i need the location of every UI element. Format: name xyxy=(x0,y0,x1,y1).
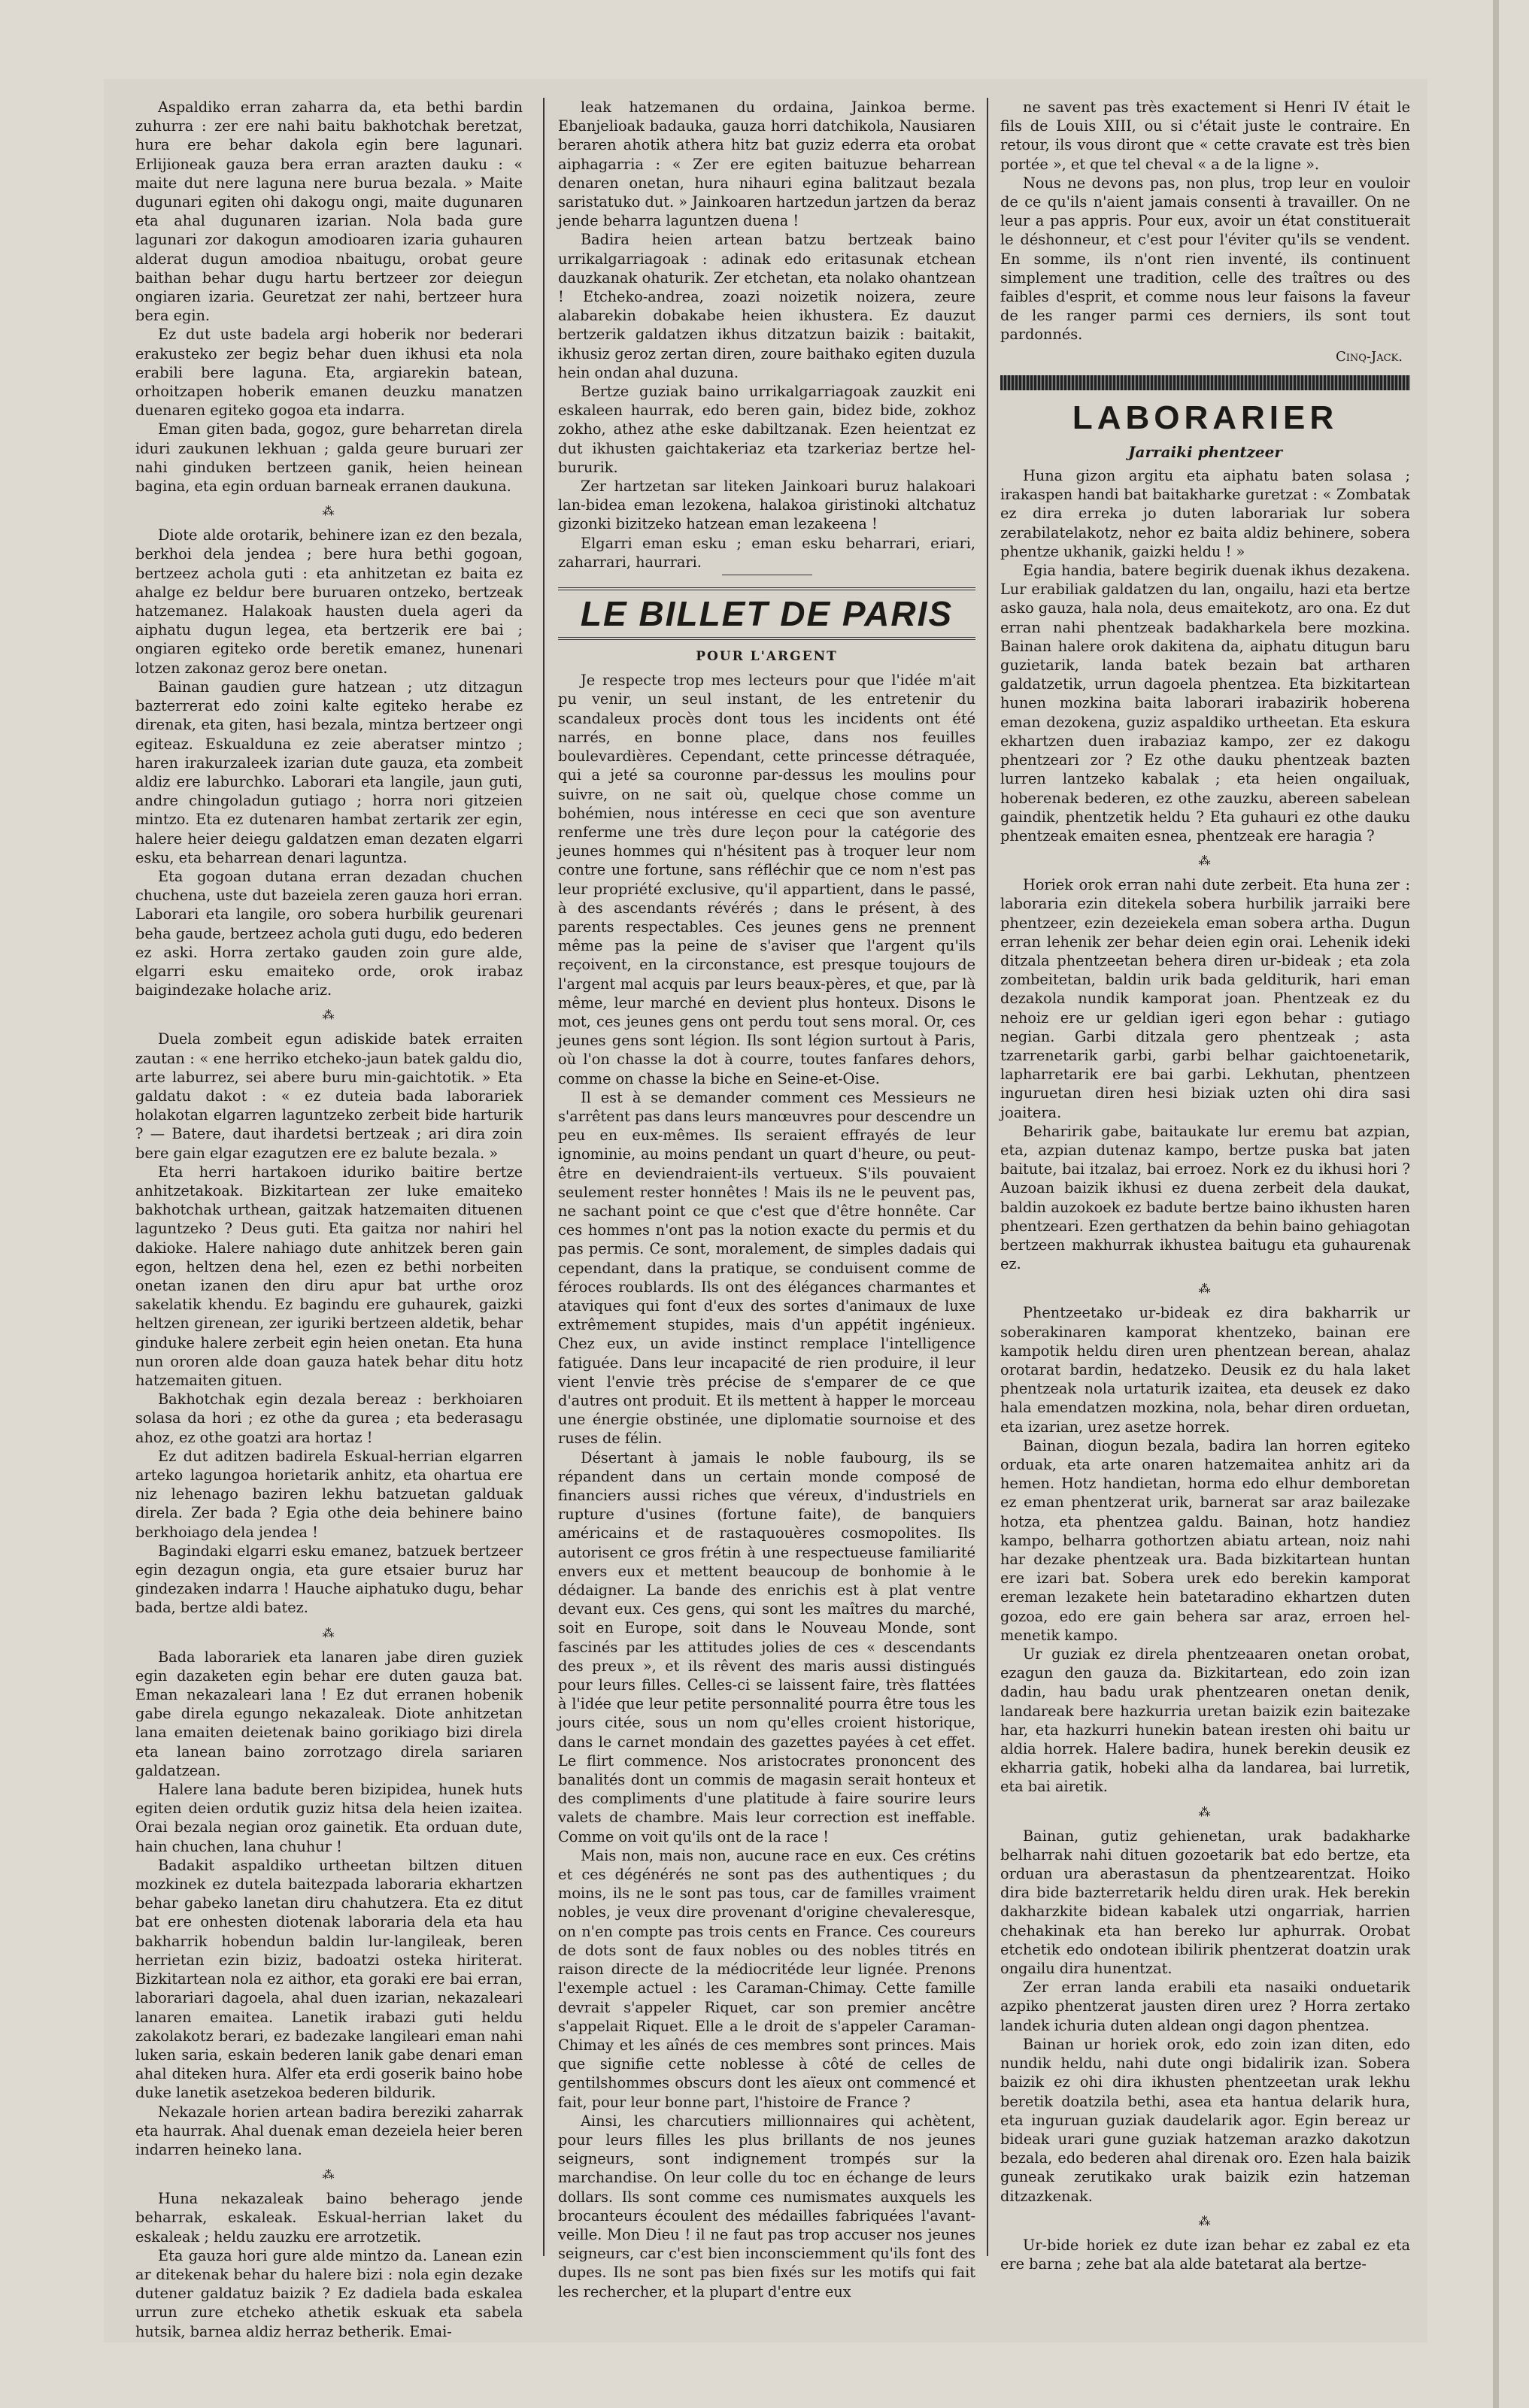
paragraph: Huna nekazaleak baino beherago jende beharrak, eskaleak. Eskual-herrian laket du eskaleak ; heldu zauzku ere arrotzetik. xyxy=(135,2190,523,2246)
laborarier-subtitle: Jarraiki phentzeer xyxy=(1128,442,1282,461)
paragraph: Halere lana badute beren bizipidea, hunek huts egiten deien ordutik guziz hitsa dela heien izaitea. Orai bezala negian oroz gainetik. Eta orduan dute, hain chuchen, lana chuhur ! xyxy=(135,1781,523,1855)
section-separator: ⁂ xyxy=(322,504,336,519)
paragraph: Zer hartzetan sar liteken Jainkoari buruz halakoari lan-bidea eman lezokena, halakoa giristinoki altchatuz gizonki bizitzeko hatzean eman lezakeena ! xyxy=(558,478,975,533)
paragraph: Duela zombeit egun adiskide batek erraiten zautan : « ene herriko etcheko-jaun batek galdu dio, arte laburrez, sei abere buru min-gaichtotik. » Eta galdatu dakot : « ez duteia bada laborariek holakotan elgarren laguntzeko zerbeit bide harturik ? — Batere, daut ihardetsi bertzeak ; ari dira zoin bere gain elgar ezagutzen ere ez balute bezala. » xyxy=(135,1030,523,1162)
section-separator: ⁂ xyxy=(1198,2213,1212,2228)
paragraph: Bakhotchak egin dezala bereaz : berkhoiaren solasa da hori ; ez othe da gurea ; eta bederasagu ahoz, ez othe goatzi ara hortaz ! xyxy=(135,1391,523,1446)
paragraph: Bainan, diogun bezala, badira lan horren egiteko orduak, eta arte onaren hatzemaitea anhitz ari da hemen. Hotz handietan, horma edo elhur demboretan ez eman phentzerat urik, barnerat sar araz bailezake hotza, eta phentzea galdu. Bainan, hotz handiez kampo, belharra gothortzen abiatu artean, noiz nahi har dezake phentzeak ura. Bada bizkitartean huntan ere izari bat. Sobera urek edo berekin kamporat ereman lezakete hein batetaradino ekhartzen duten gozoa, edo ere gain behera sar araz, erroen hel-menetik kampo. xyxy=(1000,1436,1410,1644)
paragraph: Bainan ur horiek orok, edo zoin izan diten, edo nundik heldu, nahi dute ongi bidalirik izan. Sobera baizik ez ohi dira ikhusten phentzeetan urak lekhu beretik doatzila bethi, asea eta hantua delarik hura, eta inguruan guziak daudelarik agor. Egin bereaz ur bideak urari gune guziak hatzeman arazko dakotzun bezala, edo bederen ahal direnak oro. Ezen hala baizik guneak zerutikako urak baizik ezin hatzeman ditzazkenak. xyxy=(1000,2035,1410,2205)
section-separator: ⁂ xyxy=(1198,854,1212,869)
column-rule-2 xyxy=(987,98,988,2256)
paragraph: Bainan, gutiz gehienetan, urak badakharke belharrak nahi dituen gozoetarik bat edo bertze, eta orduan ura aberastasun da phentzearentzat. Hoiko dira bide bazterretarik heldu diren urak. Hek berekin dakharzkite bidean kabalek utzi ongarriak, harrien chehakinak eta han bereko lur aphurrak. Orobat etchetik edo ondotean ibilirik phentzerat doatzin urak ongailu dira hunentzat. xyxy=(1000,1827,1410,1978)
paragraph: Egia handia, batere begirik duenak ikhus dezakena. Lur erabiliak galdatzen du lan, ongailu, hazi eta bertze asko gauza, hala nola, deus emaitekotz, aro ona. Ez dut erran nahi phentzeak badakharkela bere mozkina. Bainan halere orok dakitena da, aiphatu ditugun baru guzietarik, landa batek bezain bat artharen galdatzetik, urrun dagoela phentzea. Eta bizkitartean hunen mozkina baita laborari irabazirik hoberena eman dezokena, guziz aspaldiko urtheetan. Eta eskura ekhartzen duen irabaziaz kampo, zer ez dakogu phentzeari zor ? Ez othe dauku phentzeak bazten lurren lantzeko kabalak ; eta heien ongailuak, hoberenak bederen, ez othe zauzku, abereen sabelean gaindik, phentzetik heldu ? Eta guhauri ez othe dauku phentzeak emaiten esnea, phentzeak ere haragia ? xyxy=(1000,562,1410,845)
paragraph: Horiek orok erran nahi dute zerbeit. Eta huna zer : laboraria ezin ditekela sobera hurbilik jarraiki bere phentzeer, ezin dezeiekela eman sobera artha. Dugun erran lehenik zer behar deien egin orai. Lehenik ideki ditzala phentzeetan behera diren ur-bideak ; eta zola zombeitetan, baldin urik bada gelditurik, hari eman dezakola nundik kamporat joan. Phentzeak ez du nehoiz ere ur geldian igeri egon behar : gutiago negian. Garbi ditzala gero phentzeak ; asta tzarrenetarik garbi, garbi belhar gaichtoenetarik, lapharretarik ere bai garbi. Lekhutan, phentzeen inguruetan diren hesi biziak uzten ohi dira sasi joaitera. xyxy=(1000,876,1410,1121)
page-edge xyxy=(1493,0,1499,2408)
paragraph: Eman giten bada, gogoz, gure beharretan direla iduri zaukunen lekhuan ; galda geure buruari zer nahi ginduken bertzeen ganik, heien heinean bagina, eta egin orduan barneak erranen daukuna. xyxy=(135,420,523,496)
paragraph: Badakit aspaldiko urtheetan biltzen dituen mozkinek ez dutela baitezpada laboraria ekhartzen behar gabeko lanetan diru chahutzera. Eta ez ditut bat ere onhesten diotenak laboraria dela eta hau bakharrik hobendun baldin lur-langileak, beren herrietan ezin biziz, badoatzi osteka hiriterat. Bizkitartean nola ez aithor, eta goraki ere bai erran, laborariari dagoela, ahal duen izarian, nekazaleari lanaren emaitea. Lanetik irabazi guti heldu zakolakotz berari, ez badezake langileari eman nahi luken saria, eskain bederen lanik gabe denari eman ahal diteken hura. Alfer eta erdi goserik baino hobe duke lanetik asetzekoa bederen bildurik. xyxy=(135,1856,523,2102)
section-separator: ⁂ xyxy=(322,1008,336,1023)
paragraph: Bagindaki elgarri esku emanez, batzuek bertzeer egin dezagun ongia, eta gure etsaier buruz har gindezaken indarra ! Hauche aiphatuko dugu, behar bada, bertze aldi batez. xyxy=(135,1542,523,1617)
column-rule-1 xyxy=(543,98,545,2256)
paragraph: Il est à se demander comment ces Messieurs ne s'arrêtent pas dans leurs manœuvres pour descendre un peu en eux-mêmes. Ils seraient effrayés de leur ignominie, au moins pendant un quart d'heure, ou peut-être en deviendraient-ils vertueux. S'ils pouvaient seulement rester honnêtes ! Mais ils ne le peuvent pas, ne sachant point ce que c'est que d'être honnête. Car ces hommes n'ont pas la notion exacte du permis et du pas permis. Ce sont, moralement, de simples dadais qui cependant, dans la pratique, se conduisent comme de féroces roublards. Ils ont des élégances charmantes et ataviques qui font d'eux des sortes d'animaux de luxe extrêmement stupides, mais d'un appétit ingénieux. Chez eux, un avide instinct remplace l'intelligence fatiguée. Dans leur incapacité de rien produire, il leur vient l'envie très précise de s'emparer de ce que d'autres ont produit. Et ils mettent à happer le morceau une énergie obstinée, une diplomatie sournoise et des ruses de félin. xyxy=(558,1088,975,1448)
paragraph: Désertant à jamais le noble faubourg, ils se répandent dans un certain monde composé de financiers aussi riches que véreux, d'industriels en rupture d'usines (fortune faite), de banquiers américains et de rastaquouères cosmopolites. Ils autorisent ce gros frétin à une respectueuse familiarité envers eux et mettent beaucoup de bonhomie à le dédaigner. La bande des enrichis est à plat ventre devant eux. Ces gens, qui sont les maîtres du marché, soit en Europe, soit dans le Nouveau Monde, sont fascinés par les attitudes jolies de ces « descendants des preux », et ils rêvent des maris aussi distingués pour leurs filles. Celles-ci se laissent faire, très flattées à l'idée que leur petite personnalité pourra être tous les jours citée, sous un nom qu'elles croient historique, dans le carnet mondain des gazettes payées à cet effet. Le flirt commence. Nos aristocrates prononcent des banalités dont un commis de magasin serait honteux et des compliments d'une platitude à faire sourire leurs valets de chambre. Mais leur correction est ineffable. Comme on voit qu'ils ont de la race ! xyxy=(558,1448,975,1845)
column-basque-essay xyxy=(135,98,523,2340)
billet-article xyxy=(558,671,975,2300)
section-separator: ⁂ xyxy=(1198,1804,1212,1819)
paragraph: Bainan gaudien gure hatzean ; utz ditzagun bazterrerat edo zoini kalte egiteko herabe ez direnak, eta giten, hasi bezala, mintza bertzeer ongi egiteaz. Eskualduna ez zeie aberatser mintzo ; haren irakurzaleek izarian dute gauza, eta zombeit aldiz ere laburchko. Laborari eta langile, jaun guti, andre chingoladun gutiago ; horra nori gitzeien mintzo. Eta ez dutenaren hambat zertarik zer egin, halere heier deiegu galdatzen eman dezaten elgarri esku, eta beharrean denari laguntza. xyxy=(135,678,523,866)
paragraph: Ez dut aditzen badirela Eskual-herrian elgarren arteko lagungoa horietarik anhitz, eta ohartua ere niz lehenago baziren lekhu batzuetan galduak direla. Zer bada ? Egia othe deia behinere baino berkhoiago dela jendea ! xyxy=(135,1447,523,1541)
paragraph: Mais non, mais non, aucune race en eux. Ces crétins et ces dégénérés ne sont pas des authentiques ; du moins, ils ne le sont pas tous, car de familles vraiment nobles, je veux dire provenant d'origine chevaleresque, on n'en compte pas trois cents en France. Ces coureurs de dots sont de faux nobles ou des nobles titrés en raison directe de la médiocritéde leur lignée. Prenons l'exemple actuel : les Caraman-Chimay. Cette famille devrait s'appeler Riquet, car son premier ancêtre s'appelait Riquet. Elle a le droit de s'appeler Caraman-Chimay et les aînés de ces membres sont princes. Mais que signifie cette noblesse à côté de celles de gentilshommes obscurs dont les aïeux ont commencé et fait, pour leur bonne part, l'histoire de France ? xyxy=(558,1846,975,2111)
paragraph: leak hatzemanen du ordaina, Jainkoa berme. Ebanjelioak badauka, gauza horri datchikola, Nausiaren beraren ahotik athera hitz bat guziz ederra eta orobat aiphagarria : « Zer ere egiten baituzue beharrean denaren onetan, hura nihauri egina balitzaut bezala saristatuko dut. » Jainkoaren hartzedun jartzen da beraz jende beharra laguntzen duena ! xyxy=(558,99,975,230)
laborarier-title: LABORARIER xyxy=(1072,399,1339,436)
paragraph: Ainsi, les charcutiers millionnaires qui achètent, pour leurs filles les plus brillants de nos jeunes seigneurs, sont indignement trompés sur la marchandise. On leur colle du toc en échange de leurs dollars. Ils sont comme ces numismates auxquels les brocanteurs écoulent des médailles fabriquées l'avant-veille. Mon Dieu ! il ne faut pas trop accuser nos jeunes seigneurs, car c'est bien inconsciemment qu'ils font des dupes. Ils ne sont pas bien fixés sur les motifs qui fait les rechercher, et la plupart d'entre eux xyxy=(558,2112,975,2300)
ornamental-rule xyxy=(1000,375,1410,390)
column-right xyxy=(1000,98,1410,2273)
paragraph: Zer erran landa erabili eta nasaiki onduetarik azpiko phentzerat jausten diren urez ? Horra zertako landek ichuria duten aldean ongi dagon phentzea. xyxy=(1000,1979,1410,2034)
paragraph: Elgarri eman esku ; eman esku beharrari, eriari, zaharrari, haurrari. xyxy=(558,534,975,571)
paragraph: ne savent pas très exactement si Henri IV était le fils de Louis XIII, ou si c'était juste le contraire. En retour, ils vous diront que « cette cravate est très bien portée », et que tel cheval « a de la ligne ». xyxy=(1000,99,1410,173)
paragraph: Ez dut uste badela argi hoberik nor bederari erakusteko zer begiz behar duen ikhusi eta nola erabili bere laguna. Eta, argiarekin batean, orhoitzapen hoberik emanen deuzku manatzen duenaren egiteko gogoa eta indarra. xyxy=(135,326,523,420)
paragraph: Aspaldiko erran zaharra da, eta bethi bardin zuhurra : zer ere nahi baitu bakhotchak beretzat, hura ere behar dakola egin bere lagunari. Erlijioneak gauza bera erran arazten dauku : « maite dut nere laguna nere burua bezala. » Maite dugunari egiten ohi dakogu ongi, maite dugunaren eta ahal dugunaren izarian. Nola bada gure lagunari zor dakogun amodioaren izaria guhauren alderat dugun amodioa nbaitugu, orobat geure baithan behar dugu hartu bertzeer zor deiegun ongiaren izaria. Geuretzat zer nahi, bertzeer hura bera egin. xyxy=(135,99,523,325)
column-middle xyxy=(558,98,975,2300)
billet-subtitle: POUR L'ARGENT xyxy=(696,649,838,665)
billet-title: LE BILLET DE PARIS xyxy=(558,587,975,640)
paragraph: Bertze guziak baino urrikalgarriagoak zauzkit eni eskaleen haurrak, edo beren gain, bidez bide, zokhoz zokho, athez athe eske dabiltzanak. Ezen heientzat ez dut ikhusten gaichtakeriaz eta tzarkeriaz bertze hel-bururik. xyxy=(558,383,975,476)
section-separator: ⁂ xyxy=(322,1625,336,1640)
laborarier-article xyxy=(1000,466,1410,2273)
paragraph: Nekazale horien artean badira bereziki zaharrak eta haurrak. Ahal duenak eman dezeiela heier beren indarren heineko lana. xyxy=(135,2103,523,2158)
paragraph: Ur guziak ez direla phentzeaaren onetan orobat, ezagun den gauza da. Bizkitartean, edo zoin izan dadin, hau badu urak phentzearen onetan denik, landareak bere hazkurria uretan baizik ezin baitezake har, eta hazkurri hunekin batean iresten ohi baitu ur aldia horrek. Halere badira, hunek berekin deusik ez ekharria gatik, hobeki alha da landarea, bai lurretik, eta bai airetik. xyxy=(1000,1645,1410,1796)
paragraph: Je respecte trop mes lecteurs pour que l'idée m'ait pu venir, un seul instant, de les entretenir du scandaleux procès dont tous les incidents ont été narrés, en bonne place, dans nos feuilles boulevardières. Cependant, cette princesse détraquée, qui a jeté sa couronne par-dessus les moulins pour suivre, on ne sait où, quelque chose comme un bohémien, nous intéresse en ceci que son aventure renferme une très dure leçon pour la catégorie des jeunes hommes qui n'hésitent pas à troquer leur nom contre une fortune, sans réfléchir que ce nom n'est pas leur propriété exclusive, qu'il appartient, dans le passé, à des ascendants révérés ; dans le présent, à des parents respectables. Ces jeunes gens ne prennent même pas la peine de s'aviser que l'argent qu'ils reçoivent, en la circonstance, est presque toujours de l'argent mal acquis par leurs beaux-pères, et que, par là même, leur marché en devient plus honteux. Disons le mot, ces jeunes gens ont perdu tout sens moral. Or, ces jeunes gens sont légion. Ils sont légion surtout à Paris, où l'on chasse la dot à courre, toutes fanfares dehors, comme on chasse la biche en Seine-et-Oise. xyxy=(558,672,975,1087)
essay-continuation xyxy=(558,98,975,572)
paragraph: Beharirik gabe, baitaukate lur eremu bat azpian, eta, azpian dutenaz kampo, bertze puska bat jaten baitute, bai itzalaz, bai erroez. Nork ez du ikhusi hori ? Auzoan baizik ikhusi ez duena zerbeit dela daukat, baldin auzokoek ez badute bertze baino ikhusten haren phentzeari. Ezen gerthatzen da behin baino gehiagotan bertzeen makhurrak ikhustea baitugu eta guhaurenak ez. xyxy=(1000,1122,1410,1273)
paragraph: Bada laborariek eta lanaren jabe diren guziek egin dazaketen egin behar ere duten gauza bat. Eman nekazaleari lana ! Ez dut erranen hobenik gabe direla egungo nekazaleak. Diote anhitzetan lana emaiten deietenak baino gorikiago bizi direla eta lanean baino zorrotzago direla sariaren galdatzean. xyxy=(135,1648,523,1779)
paragraph: Eta gogoan dutana erran dezadan chuchen chuchena, uste dut bazeiela zeren gauza hori erran. Laborari eta langile, oro sobera hurbilik geurenari beha gaude, bertzeez achola guti dugu, edo bederen ez aski. Horra zertako gauden zoin gure alde, elgarri esku emaiteko orde, orok irabaz baigindezake holache ariz. xyxy=(135,867,523,999)
paragraph: Eta gauza hori gure alde mintzo da. Lanean ezin ar ditekenak behar du halere bizi : nola egin dezake dutener galdatuz baizik ? Ez dadiela bada eskalea urrun zure etcheko athetik eskuak eta sabela hutsik, barnea aldiz herraz betherik. Emai- xyxy=(135,2246,523,2340)
paragraph: Ur-bide horiek ez dute izan behar ez zabal ez eta ere barna ; zehe bat ala alde batetarat ala bertze- xyxy=(1000,2236,1410,2273)
paragraph: Diote alde orotarik, behinere izan ez den bezala, berkhoi dela jendea ; bere hura bethi gogoan, bertzeez achola guti : eta anhitzetan ez baita ez ahalge ez beldur bere buruaren ontzeko, bertzeak hatzemanez. Halakoak hausten duela ageri da aiphatu dugun legea, eta bertzerik ere bai ; ongiaren egiteko orde beretik emanez, hunenari lotzen zakonaz geroz bere onetan. xyxy=(135,526,523,677)
section-separator: ⁂ xyxy=(322,2167,336,2182)
paragraph: Eta herri hartakoen iduriko baitire bertze anhitzetakoak. Bizkitartean zer luke emaiteko bakhotchak urthean, gaitzak hatzemaiten dituenen laguntzeko ? Deus guti. Eta gaitza nor nahiri hel dakioke. Halere nahiago dute anhitzek beren gain egon, heltzen dena hel, ezen ez bethi norbeiten onetan izanen den diru apur bat urthe oroz sakelatik khendu. Ez bagindu ere guhaurek, gaizki heltzen girenean, zer iguriki bertzeen aldetik, behar ginduke halere zerbeit egin heien onetan. Eta huna nun ororen alde doan gauza hatek behar ditu hotz hatzemaiten gituen. xyxy=(135,1163,523,1389)
paragraph: Huna gizon argitu eta aiphatu baten solasa ; irakaspen handi bat baitakharke guretzat : « Zombatak ez dira erreka jo duten laborariak lur sobera zerabilatelakotz, nehor ez baita aldiz behinere, sobera phentze ukhanik, gaizki heldu ! » xyxy=(1000,467,1410,560)
paragraph: Badira heien artean batzu bertzeak baino urrikalgarriagoak : adinak edo eritasunak etchean dauzkanak ohaturik. Zer etchetan, eta nolako ohantzean ! Etcheko-andrea, zoazi noizetik noizera, zeure alabarekin dobakabe heien ikhustera. Ez dauzut bertzerik galdatzen ikhus ditzatzun baizik : baitakit, ikhusiz geroz zertan diren, zoure baithako egiten duzula hein ondan ahal duzuna. xyxy=(558,231,975,381)
paragraph: Phentzeetako ur-bideak ez dira bakharrik ur soberakinaren kamporat khentzeko, bainan ere kampotik heldu diren uren phentzean berean, ahalaz orotarat bardin, hedatzeko. Deusik ez du hala laket phentzeak nola urtaturik izaitea, eta deusek ez dako hala emendatzen mozkina, nola, behar diren orduetan, eta izarian, urez asetze horrek. xyxy=(1000,1304,1410,1436)
paragraph: Nous ne devons pas, non plus, trop leur en vouloir de ce qu'ils n'aient jamais consenti à travailler. On ne leur a pas appris. Pour eux, avoir un état constituerait le déshonneur, et c'est pour l'éviter qu'ils se vendent. En somme, ils n'ont rien inventé, ils continuent simplement une tradition, celle des traîtres ou des faibles d'esprit, et comme nous leur faisons la faveur de les ranger parmi ces derniers, ils sont tout pardonnés. xyxy=(1000,174,1410,344)
section-separator: ⁂ xyxy=(1198,1281,1212,1296)
signature: Cinq-Jack. xyxy=(1335,348,1403,365)
billet-continuation xyxy=(1000,98,1410,344)
